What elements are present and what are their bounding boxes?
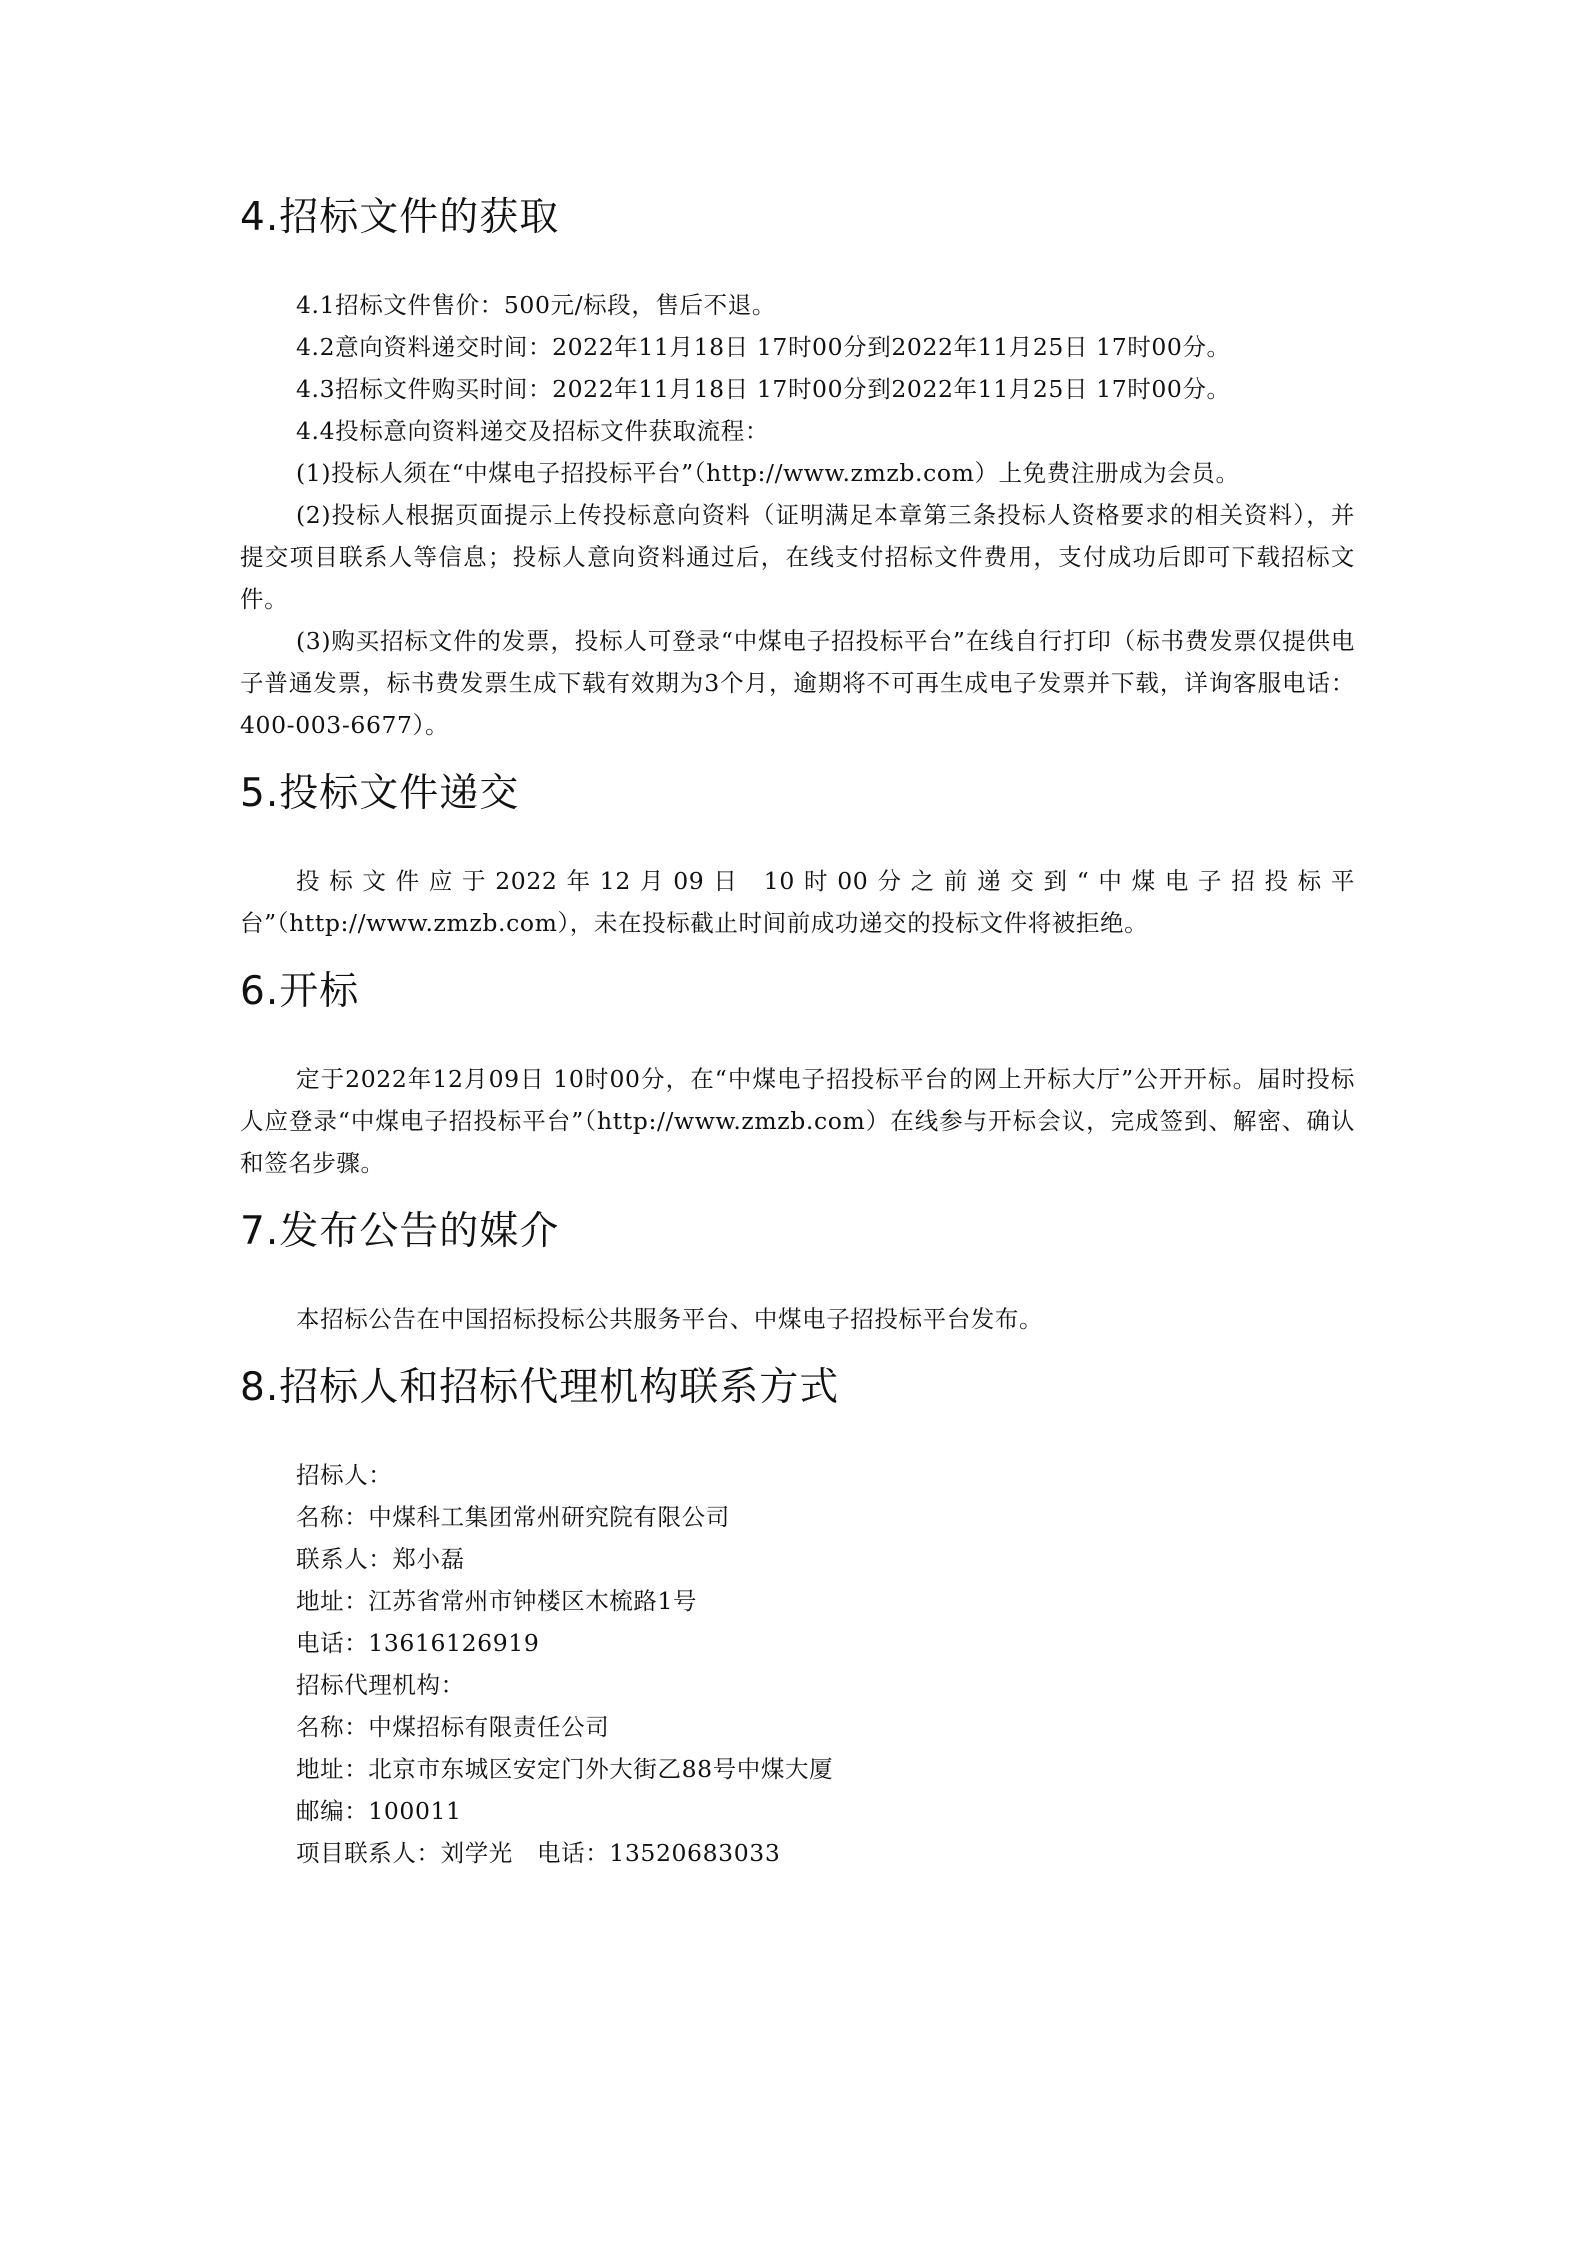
contact-line: 联系人：郑小磊	[296, 1545, 465, 1573]
paragraph: (2)投标人根据页面提示上传投标意向资料（证明满足本章第三条投标人资格要求的相关资料），并提交项目联系人等信息；投标人意向资料通过后，在线支付招标文件费用，支付成功后即可下载招标文件。	[240, 501, 1355, 613]
paragraph: 4.4投标意向资料递交及招标文件获取流程：	[296, 417, 769, 445]
contact-line: 地址：北京市东城区安定门外大街乙88号中煤大厦	[296, 1755, 834, 1783]
paragraph: 本招标公告在中国招标投标公共服务平台、中煤电子招投标平台发布。	[296, 1305, 1044, 1333]
contact-line: 邮编：100011	[296, 1797, 462, 1825]
contact-line: 名称：中煤招标有限责任公司	[296, 1713, 610, 1741]
paragraph: 4.1招标文件售价：500元/标段，售后不退。	[296, 291, 776, 319]
contact-line: 招标人：	[296, 1461, 393, 1489]
section-heading: 7.发布公告的媒介	[240, 1209, 560, 1254]
paragraph: 定于2022年12月09日 10时00分，在“中煤电子招投标平台的网上开标大厅”公开开标。届时投标人应登录“中煤电子招投标平台”（http://www.zmzb.com）在线参与开标会议，完成签到、解密、确认和签名步骤。	[240, 1065, 1355, 1177]
paragraph: 4.3招标文件购买时间：2022年11月18日 17时00分到2022年11月25日 17时00分。	[296, 375, 1231, 403]
paragraph: (1)投标人须在“中煤电子招投标平台”（http://www.zmzb.com）上免费注册成为会员。	[296, 459, 1240, 487]
paragraph: 投标文件应于2022年12月09日 10时00分之前递交到“中煤电子招投标平台”（http://www.zmzb.com），未在投标截止时间前成功递交的投标文件将被拒绝。	[240, 867, 1355, 937]
contact-line: 地址：江苏省常州市钟楼区木梳路1号	[296, 1587, 698, 1615]
paragraph: 4.2意向资料递交时间：2022年11月18日 17时00分到2022年11月25日 17时00分。	[296, 333, 1231, 361]
contact-line: 项目联系人：刘学光 电话：13520683033	[296, 1839, 781, 1867]
document-body	[240, 190, 1355, 1874]
paragraph: (3)购买招标文件的发票，投标人可登录“中煤电子招投标平台”在线自行打印（标书费发票仅提供电子普通发票，标书费发票生成下载有效期为3个月，逾期将不可再生成电子发票并下载，详询客服电话：400-003-6677）。	[240, 627, 1355, 739]
section-heading: 8.招标人和招标代理机构联系方式	[240, 1365, 840, 1410]
contact-line: 招标代理机构：	[296, 1671, 465, 1699]
section-heading: 4.招标文件的获取	[240, 195, 560, 240]
contact-line: 名称：中煤科工集团常州研究院有限公司	[296, 1503, 730, 1531]
section-heading: 6.开标	[240, 969, 360, 1014]
contact-line: 电话：13616126919	[296, 1629, 540, 1657]
section-heading: 5.投标文件递交	[240, 771, 520, 816]
